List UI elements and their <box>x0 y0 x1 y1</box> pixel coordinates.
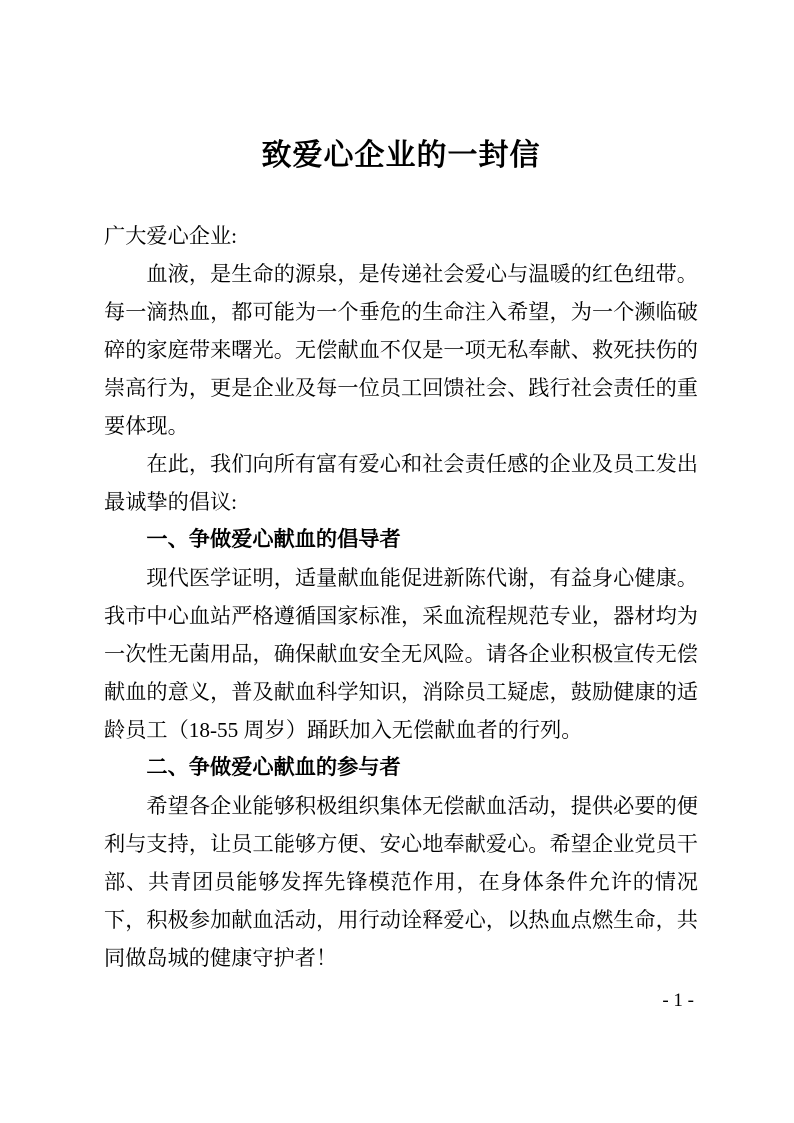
section-heading-2: 二、争做爱心献血的参与者 <box>146 756 401 779</box>
salutation: 广大爱心企业: <box>104 224 238 248</box>
paragraph-section-1: 现代医学证明，适量献血能促进新陈代谢，有益身心健康。我市中心血站严格遵循国家标准，采血流程规范专业，器材均为一次性无菌用品，确保献血安全无风险。请各企业积极宣传无偿献血的意义，普及献血科学知识，消除员工疑虑，鼓励健康的适龄员工（18-55 周岁）踊跃加入无偿献血者的行列。 <box>104 566 698 742</box>
paragraph-appeal: 在此，我们向所有富有爱心和社会责任感的企业及员工发出最诚挚的倡议: <box>104 452 698 514</box>
page-title: 致爱心企业的一封信 <box>261 139 541 172</box>
paragraph-intro: 血液，是生命的源泉，是传递社会爱心与温暖的红色纽带。每一滴热血，都可能为一个垂危的生命注入希望，为一个濒临破碎的家庭带来曙光。无偿献血不仅是一项无私奉献、救死扶伤的崇高行为，更是企业及每一位员工回馈社会、践行社会责任的重要体现。 <box>104 262 698 438</box>
page-number: - 1 - <box>662 990 694 1011</box>
section-heading-1: 一、争做爱心献血的倡导者 <box>146 528 401 551</box>
paragraph-section-2: 希望各企业能够积极组织集体无偿献血活动，提供必要的便利与支持，让员工能够方便、安心地奉献爱心。希望企业党员干部、共青团员能够发挥先锋模范作用，在身体条件允许的情况下，积极参加献血活动，用行动诠释爱心，以热血点燃生命，共同做岛城的健康守护者！ <box>104 794 698 970</box>
